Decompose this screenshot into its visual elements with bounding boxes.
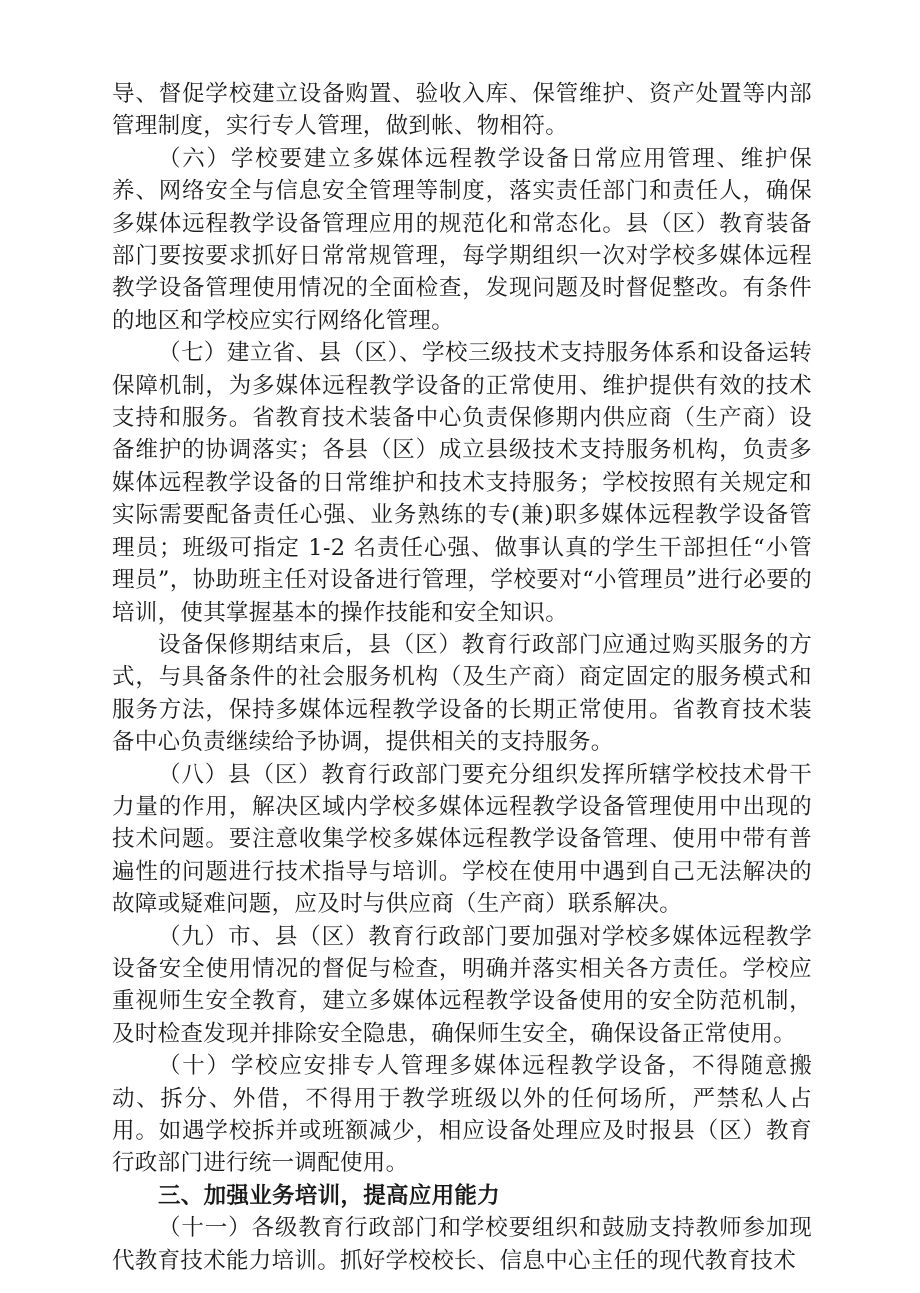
paragraph-warranty: 设备保修期结束后，县（区）教育行政部门应通过购买服务的方式，与具备条件的社会服务机构（及生产商）商定固定的服务模式和服务方法，保持多媒体远程教学设备的长期正常使用。省教育技术装备中心负责继续给予协调，提供相关的支持服务。	[112, 631, 812, 756]
paragraph-item-9: （九）市、县（区）教育行政部门要加强对学校多媒体远程教学设备安全使用情况的督促与检查，明确并落实相关各方责任。学校应重视师生安全教育，建立多媒体远程教学设备使用的安全防范机制，及时检查发现并排除安全隐患，确保师生安全，确保设备正常使用。	[112, 923, 812, 1047]
paragraph-item-10: （十）学校应安排专人管理多媒体远程教学设备，不得随意搬动、拆分、外借，不得用于教学班级以外的任何场所，严禁私人占用。如遇学校拆并或班额减少，相应设备处理应及时报县（区）教育行政部门进行统一调配使用。	[112, 1053, 812, 1177]
paragraph-continued: 导、督促学校建立设备购置、验收入库、保管维护、资产处置等内部管理制度，实行专人管理，做到帐、物相符。	[112, 81, 812, 140]
section-heading: 三、加强业务培训，提高应用能力	[158, 1182, 501, 1209]
paragraph-item-6: （六）学校要建立多媒体远程教学设备日常应用管理、维护保养、网络安全与信息安全管理等制度，落实责任部门和责任人，确保多媒体远程教学设备管理应用的规范化和常态化。县（区）教育装备部门要按要求抓好日常常规管理，每学期组织一次对学校多媒体远程教学设备管理使用情况的全面检查，发现问题及时督促整改。有条件的地区和学校应实行网络化管理。	[112, 145, 812, 334]
document-body	[112, 78, 812, 1277]
paragraph-item-8: （八）县（区）教育行政部门要充分组织发挥所辖学校技术骨干力量的作用，解决区域内学校多媒体远程教学设备管理使用中出现的技术问题。要注意收集学校多媒体远程教学设备管理、使用中带有普遍性的问题进行技术指导与培训。学校在使用中遇到自己无法解决的故障或疑难问题，应及时与供应商（生产商）联系解决。	[112, 761, 812, 918]
paragraph-item-7: （七）建立省、县（区）、学校三级技术支持服务体系和设备运转保障机制，为多媒体远程教学设备的正常使用、维护提供有效的技术支持和服务。省教育技术装备中心负责保修期内供应商（生产商）设备维护的协调落实；各县（区）成立县级技术支持服务机构，负责多媒体远程教学设备的日常维护和技术支持服务；学校按照有关规定和实际需要配备责任心强、业务熟练的专(兼)职多媒体远程教学设备管理员；班级可指定 1-2 名责任心强、做事认真的学生干部担任“小管理员”，协助班主任对设备进行管理，学校要对“小管理员”进行必要的培训，使其掌握基本的操作技能和安全知识。	[112, 340, 812, 626]
paragraph-item-11: （十一）各级教育行政部门和学校要组织和鼓励支持教师参加现代教育技术能力培训。抓好学校校长、信息中心主任的现代教育技术	[112, 1215, 812, 1274]
